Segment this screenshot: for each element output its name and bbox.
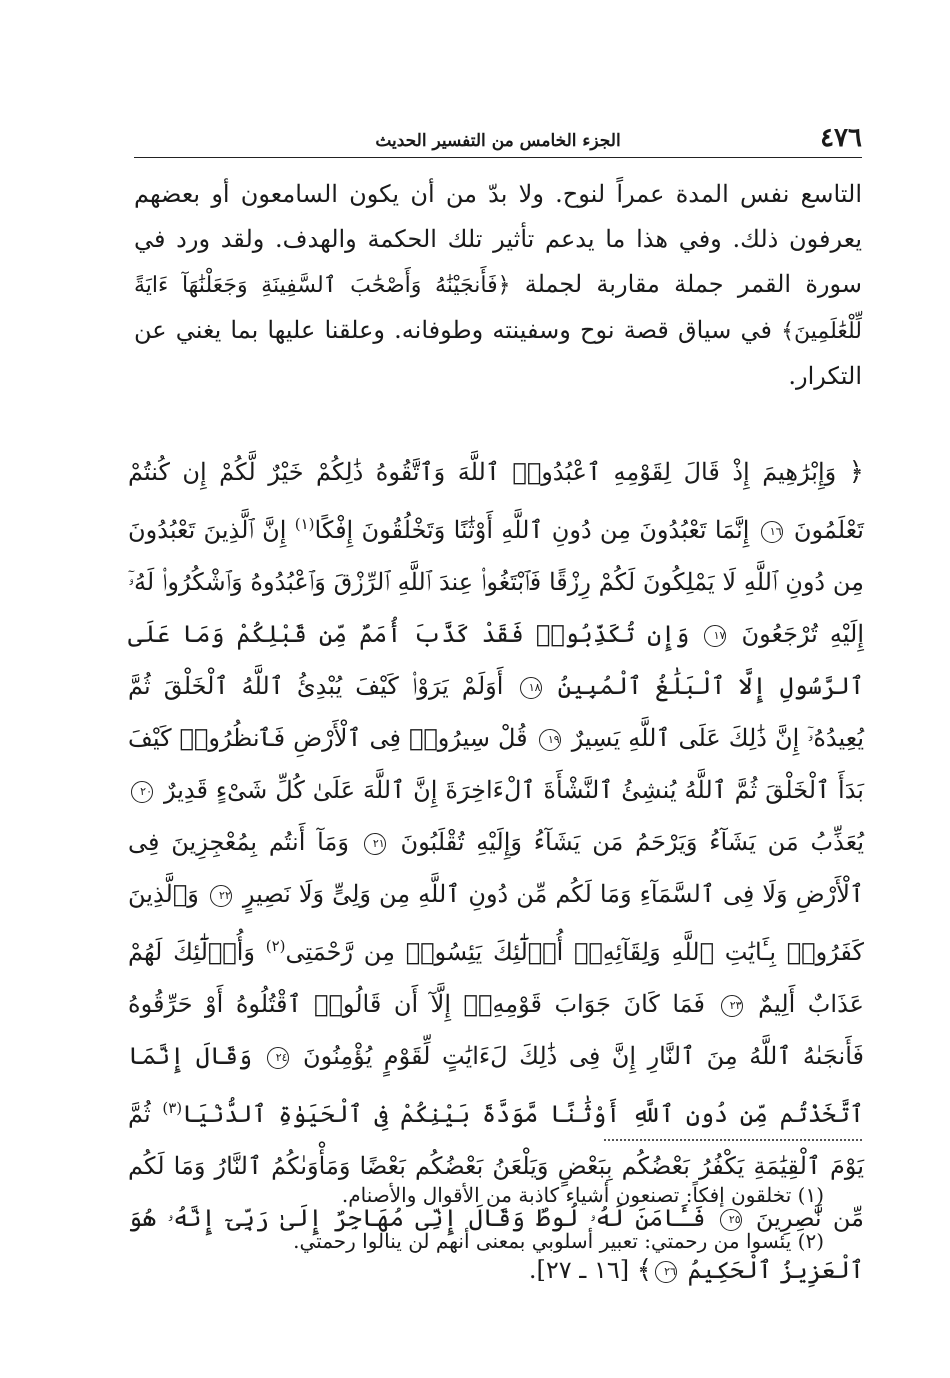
verse-16-text: وَإِبْرَٰهِيمَ إِذْ قَالَ لِقَوْمِهِ ٱعْبُدُوا۟ ٱللَّهَ وَٱتَّقُوهُ ذَٰلِكُمْ خَيْرٌ لَّكُمْ إِن كُنتُمْ تَعْلَمُونَ xyxy=(128,458,864,544)
verse-23-text-b: وَأُو۟لَٰٓئِكَ لَهُمْ عَذَابٌ أَلِيمٌ xyxy=(128,938,864,1018)
footnote-divider xyxy=(604,1139,862,1141)
footnote-ref-2: (٢) xyxy=(265,937,286,955)
footnote-ref-1: (١) xyxy=(294,515,315,533)
commentary-text-before: التاسع نفس المدة عمراً لنوح. ولا بدّ من أن يكون السامعون أو بعضهم يعرفون ذلك. وفي هذا ما يدعم تأثير تلك الحكمة والهدف. ولقد ورد في سورة القمر جملة مقاربة لجملة xyxy=(134,180,862,298)
ayah-number-19: ١٩ xyxy=(539,729,561,751)
running-title: الجزء الخامس من التفسير الحديث xyxy=(375,131,621,151)
verse-25-text-a: وَقَالَ إِنَّمَا ٱتَّخَذْتُم مِّن دُونِ ٱللَّهِ أَوْثَٰنًا مَّوَدَّةَ بَيْنِكُمْ فِى ٱلْحَيَوٰةِ ٱلدُّنْيَا xyxy=(128,1042,864,1128)
ayah-number-23: ٢٣ xyxy=(721,995,743,1017)
commentary-text-after: في سياق قصة نوح وسفينته وطوفانه. وعلقنا عليها بما يغني عن التكرار. xyxy=(134,316,862,390)
quote-close-bracket: ﴾ xyxy=(781,319,794,344)
verse-17-text-a: إِنَّمَا تَعْبُدُونَ مِن دُونِ ٱللَّهِ أَوْثَٰنًا وَتَخْلُقُونَ إِفْكًا xyxy=(314,516,750,544)
verse-20-text: قُلْ سِيرُوا۟ فِى ٱلْأَرْضِ فَٱنظُرُوا۟ كَيْفَ بَدَأَ ٱلْخَلْقَ ثُمَّ ٱللَّهُ يُنشِئُ ٱلنَّشْأَةَ ٱلْءَاخِرَةَ إِنَّ ٱللَّهَ عَلَىٰ كُلِّ شَىْءٍ قَدِيرٌ xyxy=(128,724,864,804)
verses-open-bracket: ﴿ xyxy=(848,457,864,487)
page-number: ٤٧٦ xyxy=(820,123,862,153)
ayah-number-16: ١٦ xyxy=(761,521,783,543)
ayah-number-26: ٢٦ xyxy=(655,1261,677,1283)
footnote-ref-3: (٣) xyxy=(162,1099,183,1117)
verse-18-text: وَإِن تُكَذِّبُوا۟ فَقَدْ كَذَّبَ أُمَمٌ مِّن قَبْلِكُمْ وَمَا عَلَى ٱلرَّسُولِ إِلَّا ٱلْبَلَٰغُ ٱلْمُبِينُ xyxy=(128,620,865,700)
verse-23-text-a: وَٱلَّذِينَ كَفَرُوا۟ بِـَٔايَٰتِ ٱللَّهِ وَلِقَآئِهِۦٓ أُو۟لَٰٓئِكَ يَئِسُوا۟ مِن رَّحْمَتِى xyxy=(128,880,864,966)
ayah-number-21: ٢١ xyxy=(364,833,386,855)
ayah-number-25: ٢٥ xyxy=(720,1209,742,1231)
ayah-number-17: ١٧ xyxy=(704,625,726,647)
verse-19-text: أَوَلَمْ يَرَوْا۟ كَيْفَ يُبْدِئُ ٱللَّهُ ٱلْخَلْقَ ثُمَّ يُعِيدُهُۥٓ إِنَّ ذَٰلِكَ عَلَى ٱللَّهِ يَسِيرٌ xyxy=(128,672,865,752)
verses-citation: [١٦ ـ ٢٧]. xyxy=(528,1256,630,1284)
verse-21-text: يُعَذِّبُ مَن يَشَآءُ وَيَرْحَمُ مَن يَشَآءُ وَإِلَيْهِ تُقْلَبُونَ xyxy=(400,828,865,856)
commentary-paragraph xyxy=(134,172,862,399)
verses-close-bracket: ﴾ xyxy=(636,1255,652,1285)
verse-25-text-b: ثُمَّ يَوْمَ ٱلْقِيَٰمَةِ يَكْفُرُ بَعْضُكُم بِبَعْضٍ وَيَلْعَنُ بَعْضُكُم بَعْضًا وَمَأْوَىٰكُمُ ٱلنَّارُ وَمَا لَكُم مِّن نَّٰصِرِينَ xyxy=(128,1100,864,1232)
footnotes xyxy=(134,1172,824,1264)
verse-26-text: فَـَٔامَنَ لَهُۥ لُوطٌ وَقَالَ إِنِّى مُهَاجِرٌ إِلَىٰ رَبِّىٓ إِنَّهُۥ هُوَ ٱلْعَزِيزُ ٱلْحَكِيمُ xyxy=(128,1204,864,1284)
ayah-number-20: ٢٠ xyxy=(131,781,153,803)
verse-17-text-b: إِنَّ ٱلَّذِينَ تَعْبُدُونَ مِن دُونِ ٱللَّهِ لَا يَمْلِكُونَ لَكُمْ رِزْقًا فَٱبْتَغُوا۟ عِندَ ٱللَّهِ ٱلرِّزْقَ وَٱعْبُدُوهُ وَٱشْكُرُوا۟ لَهُۥٓ إِلَيْهِ تُرْجَعُونَ xyxy=(128,516,864,648)
verse-22-text: وَمَآ أَنتُم بِمُعْجِزِينَ فِى ٱلْأَرْضِ وَلَا فِى ٱلسَّمَآءِ وَمَا لَكُم مِّن دُونِ ٱللَّهِ مِن وَلِىٍّ وَلَا نَصِيرٍ xyxy=(128,828,864,908)
page-header xyxy=(134,122,862,158)
quote-open-bracket: ﴿ xyxy=(497,273,511,298)
ayah-number-24: ٢٤ xyxy=(267,1047,289,1069)
footnote-1: (١) تخلقون إفكاً: تصنعون أشياء كاذبة من الأقوال والأصنام. xyxy=(341,1183,824,1207)
verse-24-text: فَمَا كَانَ جَوَابَ قَوْمِهِۦٓ إِلَّآ أَن قَالُوا۟ ٱقْتُلُوهُ أَوْ حَرِّقُوهُ فَأَنجَىٰهُ ٱللَّهُ مِنَ ٱلنَّارِ إِنَّ فِى ذَٰلِكَ لَءَايَٰتٍ لِّقَوْمٍ يُؤْمِنُونَ xyxy=(128,990,864,1070)
ayah-number-22: ٢٢ xyxy=(210,885,232,907)
footnote-2: (٢) يئسوا من رحمتي: تعبير أسلوبي بمعنى أنهم لن ينالوا رحمتي. xyxy=(293,1229,824,1253)
quran-verses-block xyxy=(128,446,864,1296)
ayah-number-18: ١٨ xyxy=(520,677,542,699)
quoted-verse-text: فَأَنجَيْنَٰهُ وَأَصْحَٰبَ ٱلسَّفِينَةِ وَجَعَلْنَٰهَآ ءَايَةً لِّلْعَٰلَمِينَ xyxy=(134,273,862,344)
